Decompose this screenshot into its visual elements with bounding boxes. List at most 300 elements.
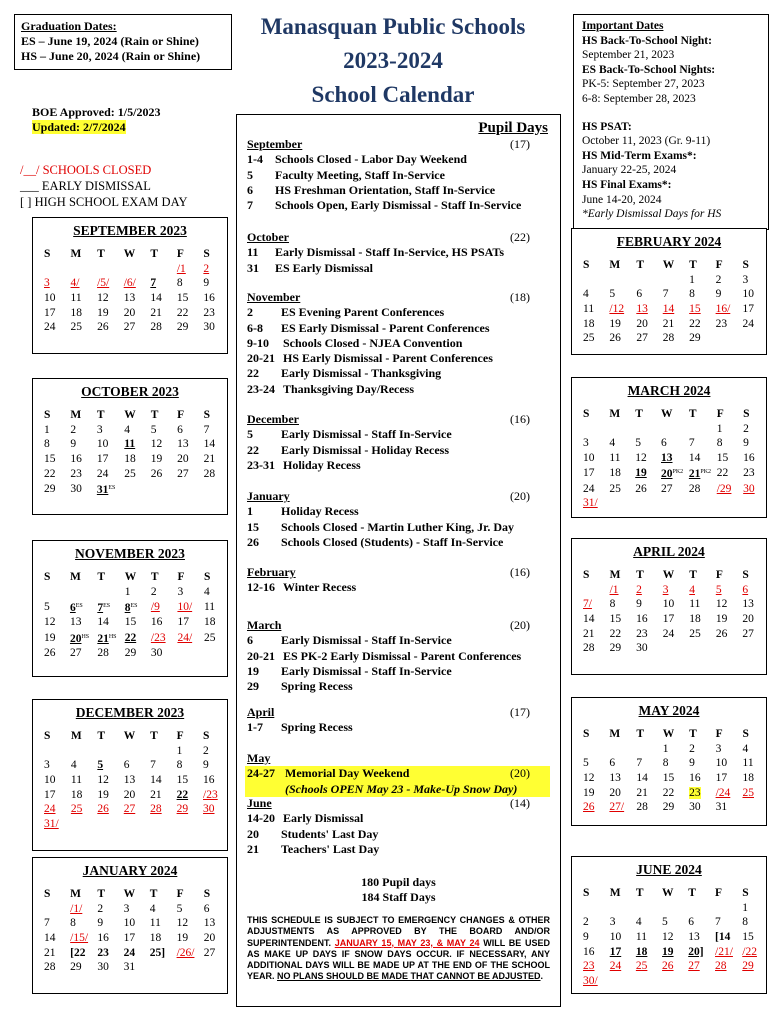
event-date: 21 [247,841,259,856]
event-row [247,183,550,198]
day-cell [201,960,227,975]
day-cell: 11 [124,438,136,451]
day-cell: 10 [662,598,675,611]
day-cell [685,974,712,989]
day-cell: 23 [97,946,109,959]
week-row [580,944,766,959]
day-cell: 29 [124,647,137,660]
week-row [41,931,227,946]
day-cell: 3 [44,759,50,772]
event-row [247,535,550,550]
calendar-title: APRIL 2024 [633,544,705,559]
day-cell: 18 [149,932,162,945]
week-row [580,901,766,916]
day-cell: 21 [662,317,675,330]
day-cell [580,422,606,437]
month-pupil-count: (14) [510,796,530,810]
event-text: Early Dismissal - Staff In-Service [281,663,452,678]
day-cell: 16 [743,452,755,465]
day-cell: 25 [70,321,83,334]
day-cell [633,901,659,916]
day-cell: 10 [583,452,595,465]
day-cell: 23 [689,786,701,799]
event-row [245,766,550,781]
day-cell: 18 [203,616,216,629]
week-row [41,758,227,773]
day-cell [740,496,766,511]
day-cell: 19 [635,467,647,480]
day-cell [739,974,766,989]
day-cell: 16 [203,292,215,305]
day-cell: $20^{PK2}$ [661,468,684,481]
day-cell: 11 [689,598,701,611]
calendar-dec [32,699,228,851]
event-date: 23-31 [247,457,275,472]
total-staff-days: 184 Staff Days [361,890,436,904]
event-date: 5 [247,427,253,442]
day-cell [174,817,200,832]
day-cell: /21/ [715,945,733,958]
day-cell [94,744,120,759]
day-cell: 16 [689,772,701,785]
day-cell: 15 [609,613,622,626]
day-cell: 20 [636,317,648,330]
day-cell: 15 [716,452,729,465]
weekday-header: F [177,409,185,422]
event-date: 15 [247,519,259,534]
day-cell [41,585,67,600]
day-cell: 1 [742,901,749,914]
day-cell: 1 [176,744,183,757]
day-cell: 3 [123,902,130,915]
day-cell: 1 [689,273,695,286]
day-cell: 29 [609,642,622,655]
day-cell: 9 [743,437,749,450]
day-cell: 7/ [583,598,592,611]
month-pupil-count: (16) [510,565,530,579]
month-pupil-count: (20) [510,618,530,632]
event-text: (Schools OPEN May 23 - Make-Up Snow Day) [285,781,518,796]
weekday-header: F [715,569,723,582]
week-row [580,959,766,974]
day-cell [174,481,200,497]
event-text: Early Dismissal - Staff In-Service, HS PSATs [275,245,505,260]
schedule-notice [247,915,550,983]
week-row [580,583,766,598]
calendar-title: DECEMBER 2023 [75,705,185,720]
day-marker: ES [75,603,83,610]
calendar-title: FEBRUARY 2024 [616,234,722,249]
week-row [580,785,766,800]
weekday-header: F [176,248,184,261]
weekday-header: M [69,571,81,584]
day-cell: 1 [44,423,50,436]
week-row [580,496,766,511]
day-cell: 15 [176,292,189,305]
day-cell: 14 [150,292,162,305]
weekday-header: T [689,569,697,582]
day-marker: HS [108,633,117,640]
day-cell: 11 [583,303,595,316]
event-text: Winter Recess [283,580,357,595]
day-cell: 27 [688,960,700,973]
day-cell [659,901,685,916]
day-cell: 29 [176,321,189,334]
day-marker: ES [103,603,111,610]
day-cell: 13 [177,438,189,451]
day-cell: 28 [97,647,109,660]
day-cell [686,422,714,437]
weekday-header: M [70,730,82,743]
day-cell: 16 [203,774,215,787]
calendar-title: MARCH 2024 [627,383,711,398]
day-cell: 27 [742,627,754,640]
week-row [41,960,227,975]
calendar-title: NOVEMBER 2023 [75,546,185,561]
day-cell [633,974,659,989]
day-cell [201,646,227,661]
day-cell [712,974,739,989]
important-dates-box [573,14,769,230]
day-cell: 13 [203,917,216,930]
boe-info [32,105,160,135]
event-text: Early Dismissal [283,811,364,826]
day-cell: 31 [715,801,728,814]
day-cell: 22 [44,467,56,480]
day-cell: 23 [583,960,595,973]
month-name: March [247,618,282,632]
day-cell: 19 [150,453,163,466]
weekday-header: F [176,888,184,901]
day-cell: 30 [150,647,163,660]
week-row [580,771,766,786]
weekday-header: T [688,887,696,900]
day-cell: 25 [203,631,216,644]
day-cell: 26 [97,803,109,816]
month-block-march [247,618,550,694]
month-name: June [247,796,272,810]
day-cell: 11 [609,452,621,465]
day-cell [41,262,68,277]
weekday-header: T [689,728,697,741]
day-cell [739,641,766,656]
week-row [580,597,766,612]
day-cell: 24 [742,317,754,330]
day-cell: 18 [70,788,83,801]
notice-text-c: WILL BE USED AS MAKE UP DAYS IF SNOW DAYS OCCUR. IF NECESSARY, ANY ADDITIONAL DAYS WILL BE MADE UP AT THE END OF THE SCHOOL YEAR. [247,937,550,982]
event-text: Spring Recess [281,720,353,735]
day-cell [68,262,95,277]
day-cell: 21 [636,786,648,799]
weekday-header: S [742,728,749,741]
week-row [580,612,766,627]
day-cell: $31^{ES}$ [96,483,116,496]
weekday-header: S [44,888,51,901]
day-marker: ES [130,603,138,610]
event-row [247,504,550,519]
day-cell: 25 [742,786,754,799]
day-cell: 17 [177,616,189,629]
day-cell: 14 [662,303,675,316]
event-date: 1-4 [247,152,263,167]
weekday-header: W [123,248,136,261]
legend-exam: [ ] HIGH SCHOOL EXAM DAY [20,195,188,209]
event-date: 26 [247,534,259,549]
day-cell: 30 [203,321,215,334]
day-cell: 3 [662,583,669,596]
day-cell: 18 [689,613,701,626]
weekday-header: F [715,259,723,272]
event-text: HS Early Dismissal - Parent Conferences [283,351,493,366]
week-row [580,641,766,656]
event-text: Schools Closed - Labor Day Weekend [275,152,467,167]
day-cell: 16/ [715,303,731,316]
week-row [41,615,227,630]
weekday-header: M [70,409,82,422]
weekday-header: W [662,887,674,900]
day-cell: 10 [609,931,622,944]
day-cell [686,496,714,511]
weekday-header: M [609,569,621,582]
boe-approved: BOE Approved: 1/5/2023 [32,105,161,119]
week-row [41,585,227,600]
event-row [247,827,550,842]
week-row [580,436,766,451]
final-label: HS Final Exams*: [582,178,672,191]
day-cell [174,960,201,975]
week-row [41,305,227,320]
day-cell: 20 [123,788,136,801]
graduation-dates-box [14,14,232,70]
day-cell: 29 [176,803,189,816]
day-cell: 15 [176,774,189,787]
day-cell: 30 [203,803,215,816]
weekday-header: S [583,259,590,272]
day-cell: 28 [715,960,727,973]
event-row [247,427,550,442]
day-cell: 6 [661,437,667,450]
day-cell: 21 [150,788,162,801]
event-text: Early Dismissal - Staff In-Service [281,427,452,442]
day-cell: 5 [150,423,157,436]
day-cell: 8 [44,438,50,451]
day-cell [121,744,147,759]
day-cell [740,331,767,346]
day-cell: 28 [636,801,648,814]
event-row [247,664,550,679]
day-cell: 20] [688,945,704,958]
day-cell: 27 [123,803,136,816]
day-marker: PK2 [672,469,684,476]
day-cell: 16 [150,616,163,629]
weekday-header: S [583,728,590,741]
weekday-header: W [662,569,675,582]
day-cell: 17 [44,788,56,801]
day-cell [606,496,632,511]
day-cell: 26 [715,627,728,640]
day-cell [659,974,685,989]
day-cell [121,481,147,497]
day-cell: $20^{HS}$ [69,632,90,645]
day-cell: 23 [636,627,648,640]
weekday-header: F [715,728,723,741]
day-cell: 18 [635,945,648,958]
day-cell: 8 [662,757,669,770]
day-cell: 5 [583,757,589,770]
day-cell: 5 [97,759,104,772]
boe-updated: Updated: 2/7/2024 [32,120,126,134]
event-row [247,321,550,336]
day-cell: 8 [716,437,723,450]
month-name: October [247,230,289,244]
day-cell: 3 [583,437,589,450]
day-cell: 8 [70,917,76,930]
event-row [247,842,550,857]
weekday-header: W [123,888,136,901]
month-block-april [247,705,550,736]
day-cell: 12 [583,772,595,785]
month-pupil-count: (20) [510,489,530,503]
event-date: 23-24 [247,381,275,396]
calendar-title: MAY 2024 [638,703,700,718]
day-cell: 7 [150,277,157,290]
day-cell: 5 [44,601,50,614]
event-date: 6-8 [247,320,263,335]
day-cell [632,496,658,511]
weekday-header: S [742,569,749,582]
calendar-nov [32,540,228,677]
month-pupil-count: (20) [510,766,530,781]
day-cell: 25 [583,332,595,345]
weekday-header: T [149,888,158,901]
day-cell: 19 [97,788,109,801]
week-row [41,945,227,960]
day-cell [658,422,686,437]
day-cell [94,585,121,600]
day-cell: 10 [44,774,56,787]
event-row [247,720,550,735]
weekday-header: T [689,259,697,272]
weekday-header: T [97,888,106,901]
event-row [247,649,550,664]
day-cell: 27 [123,321,136,334]
day-cell: 1 [124,585,131,598]
event-date: 20-21 [247,648,275,663]
day-cell: 22 [176,306,189,319]
day-cell: 11 [203,601,216,614]
day-cell: 16 [583,945,595,958]
day-cell: 13 [123,292,136,305]
day-cell [632,422,658,437]
calendar-apr [571,538,767,675]
day-cell: 11 [149,917,161,930]
day-cell: 9 [97,917,104,930]
day-cell: 19 [662,945,674,958]
day-cell: 12 [97,292,109,305]
day-cell [201,481,227,497]
weekday-header: M [609,259,621,272]
totals [237,875,560,905]
day-cell: 2 [203,744,209,757]
day-cell: 6 [742,583,749,596]
notice-makeup-days: JANUARY 15, MAY 23, & MAY 24 [334,937,480,948]
weekday-header: F [176,730,184,743]
event-row [247,580,550,595]
day-cell: 5 [609,288,616,301]
event-date: 20 [247,826,259,841]
day-cell: 2 [689,742,695,755]
weekday-header: T [150,409,159,422]
day-cell: 28 [203,467,216,480]
week-row [41,630,227,646]
day-cell: 12 [176,917,189,930]
day-cell: /5/ [97,277,110,290]
week-row [41,276,227,291]
day-cell: 28 [150,321,162,334]
event-row [247,458,550,473]
day-cell: 28 [688,482,701,495]
day-cell: 24 [583,482,595,495]
graduation-es: ES – June 19, 2024 (Rain or Shine) [21,34,199,48]
day-cell: 3 [44,277,50,290]
event-date: 6 [247,633,253,648]
day-cell: 7 [150,759,156,772]
day-cell: 19 [715,613,728,626]
day-cell: 12 [715,598,728,611]
week-row [41,262,227,277]
day-cell: $21^{HS}$ [97,632,117,645]
week-row [580,626,766,641]
day-cell: 24 [662,627,675,640]
day-cell [714,496,740,511]
day-cell: 17 [742,303,754,316]
weekday-header: T [688,408,697,421]
day-cell: 7 [44,917,50,930]
weekday-header: S [742,887,749,900]
day-cell: 2 [150,585,157,598]
week-row [41,291,227,306]
week-row [41,599,227,615]
day-cell: 19 [176,932,189,945]
legend [20,162,187,210]
event-date: 22 [247,366,259,381]
event-text: Faculty Meeting, Staff In-Service [275,167,445,182]
month-block-november [247,290,550,397]
day-cell: 2 [97,902,104,915]
day-cell: 20 [609,786,621,799]
day-cell: 24 [44,321,56,334]
notice-no-plans: NO PLANS SHOULD BE MADE THAT CANNOT BE ADJUSTED [277,971,541,982]
event-date: 2 [247,305,253,320]
day-cell: 31 [123,961,136,974]
month-name: January [247,489,290,503]
weekday-header: T [97,571,105,584]
day-cell: 13 [742,598,754,611]
event-row [245,782,550,797]
day-cell [633,742,659,757]
day-cell: 11 [742,757,754,770]
day-cell [94,262,121,277]
day-cell: $7^{ES}$ [97,602,111,615]
day-cell: 14 [97,616,109,629]
event-date: 22 [247,442,259,457]
weekday-header: T [636,259,644,272]
weekday-header: S [44,571,51,584]
day-cell: 27 [203,946,216,959]
day-cell: 14 [44,932,56,945]
day-cell: 1 [716,422,723,435]
week-row [41,646,227,661]
